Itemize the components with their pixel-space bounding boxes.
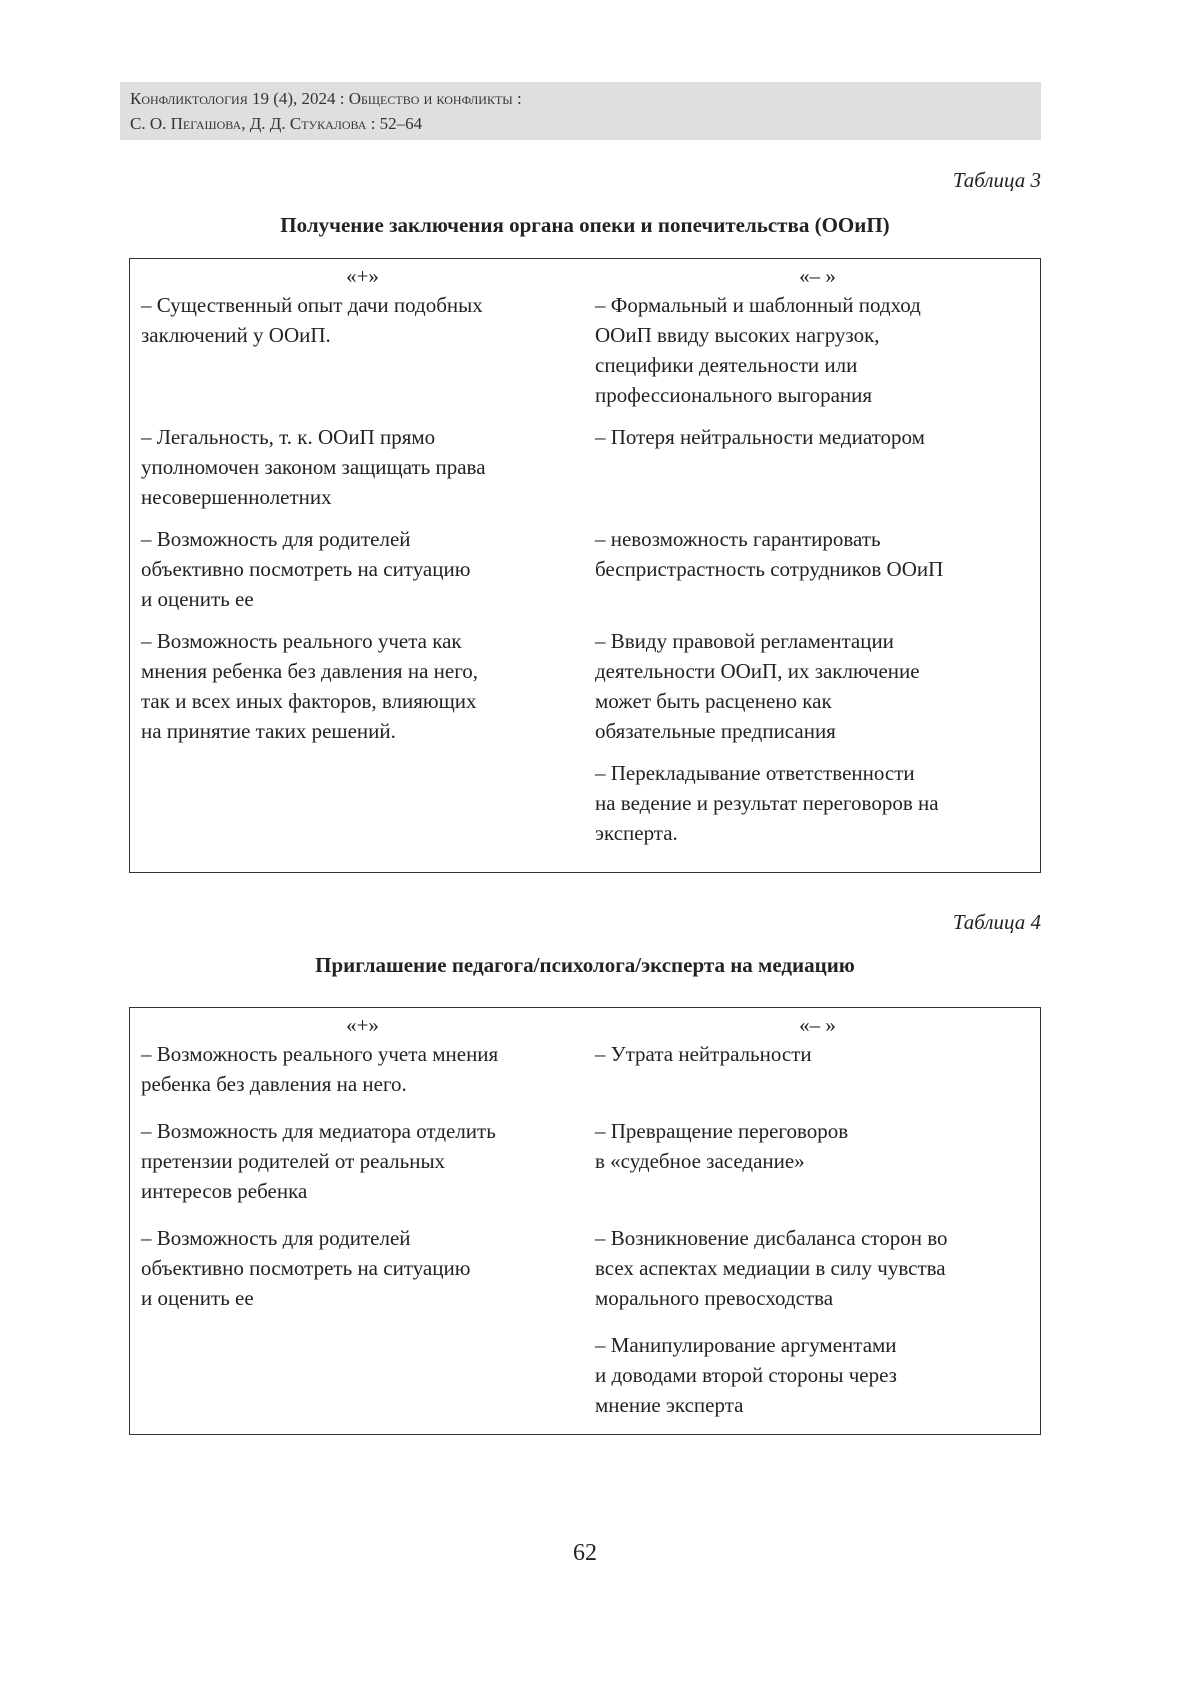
column-header-plus: «+» bbox=[130, 259, 595, 290]
plus-cell: – Возможность для медиатора отделить претензии родителей от реальных интересов ребенка bbox=[130, 1116, 595, 1206]
running-header bbox=[120, 82, 1041, 140]
column-header-minus: «– » bbox=[595, 1008, 1040, 1039]
table-header-row bbox=[130, 1008, 1040, 1039]
table-row bbox=[130, 1223, 1040, 1330]
table-3 bbox=[129, 258, 1041, 873]
table-4 bbox=[129, 1007, 1041, 1435]
table-row bbox=[130, 1330, 1040, 1437]
table-header-row bbox=[130, 259, 1040, 290]
minus-cell: – Ввиду правовой регламентации деятельности ООиП, их заключение может быть расценено как обязательные предписания bbox=[595, 626, 1040, 746]
plus-cell: – Возможность для родителей объективно посмотреть на ситуацию и оценить ее bbox=[130, 1223, 595, 1313]
column-header-plus: «+» bbox=[130, 1008, 595, 1039]
table-row bbox=[130, 758, 1040, 860]
page-number: 62 bbox=[0, 1540, 1170, 1567]
minus-cell: – Потеря нейтральности медиатором bbox=[595, 422, 1040, 512]
minus-cell: – Превращение переговоров в «судебное заседание» bbox=[595, 1116, 1040, 1206]
plus-cell bbox=[130, 758, 595, 848]
table-row bbox=[130, 524, 1040, 626]
table-row bbox=[130, 1039, 1040, 1116]
table-3-label: Таблица 3 bbox=[953, 168, 1041, 193]
column-header-minus: «– » bbox=[595, 259, 1040, 290]
plus-cell: – Возможность реального учета мнения ребенка без давления на него. bbox=[130, 1039, 595, 1099]
minus-cell: – Перекладывание ответственности на ведение и результат переговоров на эксперта. bbox=[595, 758, 1040, 848]
minus-cell: – Манипулирование аргументами и доводами второй стороны через мнение эксперта bbox=[595, 1330, 1040, 1420]
table-row bbox=[130, 1116, 1040, 1223]
table-4-label: Таблица 4 bbox=[953, 910, 1041, 935]
plus-cell bbox=[130, 1330, 595, 1420]
plus-cell: – Легальность, т. к. ООиП прямо уполномочен законом защищать права несовершеннолетних bbox=[130, 422, 595, 512]
plus-cell: – Возможность для родителей объективно посмотреть на ситуацию и оценить ее bbox=[130, 524, 595, 614]
plus-cell: – Существенный опыт дачи подобных заключений у ООиП. bbox=[130, 290, 595, 410]
table-4-title: Приглашение педагога/психолога/эксперта на медиацию bbox=[0, 953, 1170, 978]
minus-cell: – Возникновение дисбаланса сторон во всех аспектах медиации в силу чувства морального превосходства bbox=[595, 1223, 1040, 1313]
header-journal: Конфликтология 19 (4), 2024 : Общество и конфликты : bbox=[130, 86, 1031, 111]
table-row bbox=[130, 422, 1040, 524]
header-authors: С. О. Пегашова, Д. Д. Стукалова : 52–64 bbox=[130, 111, 1031, 136]
table-3-title: Получение заключения органа опеки и попечительства (ООиП) bbox=[0, 213, 1170, 238]
table-row bbox=[130, 626, 1040, 758]
minus-cell: – Формальный и шаблонный подход ООиП ввиду высоких нагрузок, специфики деятельности или профессионального выгорания bbox=[595, 290, 1040, 410]
table-row bbox=[130, 290, 1040, 422]
minus-cell: – Утрата нейтральности bbox=[595, 1039, 1040, 1099]
plus-cell: – Возможность реального учета как мнения ребенка без давления на него, так и всех иных факторов, влияющих на принятие таких решений. bbox=[130, 626, 595, 746]
minus-cell: – невозможность гарантировать беспристрастность сотрудников ООиП bbox=[595, 524, 1040, 614]
